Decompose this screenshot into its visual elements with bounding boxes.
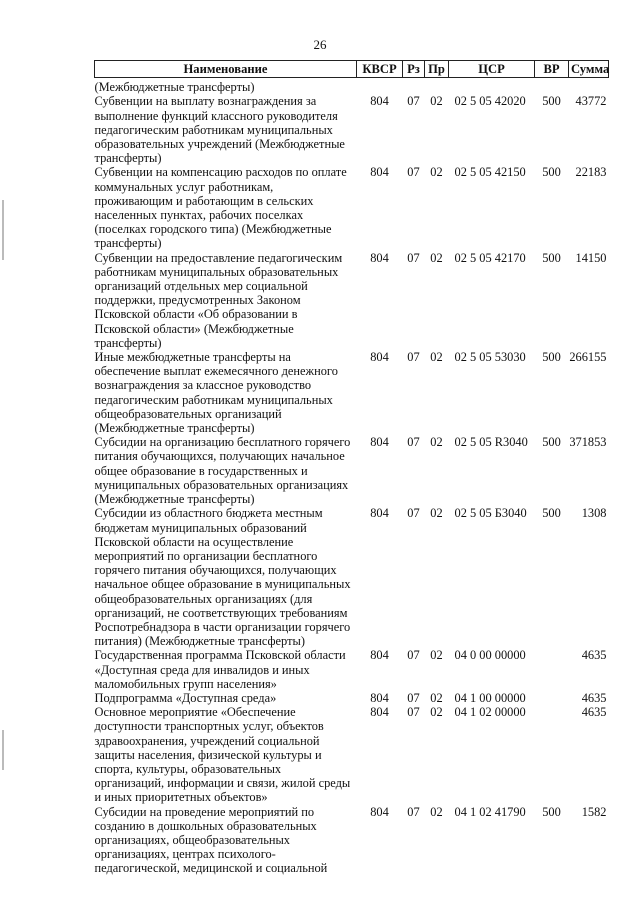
cell-csr: 02 5 05 42150 bbox=[454, 165, 526, 180]
cell-name: (Межбюджетные трансферты) bbox=[94, 80, 255, 95]
budget-table bbox=[94, 60, 609, 876]
header-pr: Пр bbox=[425, 61, 449, 78]
header-sum: Сумма bbox=[569, 61, 609, 78]
cell-kvsr: 804 bbox=[370, 165, 389, 180]
cell-sum: 1308 bbox=[581, 506, 607, 521]
cell-vr: 500 bbox=[542, 94, 561, 109]
table-row bbox=[95, 165, 609, 250]
cell-vr bbox=[535, 78, 569, 95]
cell-name: Основное мероприятие «Обеспечение доступности транспортных услуг, объектов здравоохранения, учреждений социальной защиты населения, физической культуры и спорта, культуры, образовательных организаций, информации и связи, жилой среды и иных приоритетных объектов» bbox=[94, 705, 351, 805]
table-row bbox=[95, 94, 609, 165]
cell-rz: 07 bbox=[407, 165, 420, 180]
cell-pr: 02 bbox=[430, 350, 443, 365]
cell-name: Субвенции на предоставление педагогическим работникам муниципальных образовательных организаций отдельных мер социальной поддержки, предусмотренных Законом Псковской области «Об образовании в Псковской области» (Межбюджетные трансферты) bbox=[94, 250, 343, 350]
cell-kvsr: 804 bbox=[370, 94, 389, 109]
cell-sum: 266155 bbox=[569, 350, 607, 365]
cell-sum: 22183 bbox=[575, 165, 607, 180]
cell-vr: 500 bbox=[542, 804, 561, 819]
cell-pr: 02 bbox=[430, 506, 443, 521]
cell-pr: 02 bbox=[430, 435, 443, 450]
cell-kvsr bbox=[357, 78, 403, 95]
cell-vr: 500 bbox=[542, 506, 561, 521]
cell-kvsr: 804 bbox=[370, 804, 389, 819]
scan-edge-mark bbox=[2, 200, 4, 260]
cell-name: Субвенции на компенсацию расходов по оплате коммунальных услуг работникам, проживающим и работающим в сельских населенных пунктах, рабочих поселках (поселках городского типа) (Межбюджетные трансферты) bbox=[94, 165, 347, 251]
cell-name: Иные межбюджетные трансферты на обеспечение выплат ежемесячного денежного вознаграждения за классное руководство педагогическим работникам муниципальных общеобразовательных организаций (Межбюджетные трансферты) bbox=[94, 350, 338, 436]
table-row bbox=[95, 350, 609, 435]
cell-rz: 07 bbox=[407, 804, 420, 819]
header-rz: Рз bbox=[403, 61, 425, 78]
table-row bbox=[95, 251, 609, 350]
cell-kvsr: 804 bbox=[370, 435, 389, 450]
cell-kvsr: 804 bbox=[370, 350, 389, 365]
cell-kvsr: 804 bbox=[370, 648, 389, 663]
table-row bbox=[95, 435, 609, 506]
table-row bbox=[95, 691, 609, 705]
header-name: Наименование bbox=[95, 61, 357, 78]
cell-csr: 02 5 05 Б3040 bbox=[454, 506, 527, 521]
table-row bbox=[95, 648, 609, 691]
cell-csr: 02 5 05 42170 bbox=[454, 250, 526, 265]
cell-kvsr: 804 bbox=[370, 690, 389, 705]
page-number: 26 bbox=[313, 37, 327, 52]
cell-sum: 4635 bbox=[581, 705, 607, 720]
cell-vr: 500 bbox=[542, 250, 561, 265]
cell-rz: 07 bbox=[407, 350, 420, 365]
cell-name: Субвенции на выплату вознаграждения за выполнение функций классного руководителя педагогическим работникам муниципальных образовательных учреждений (Межбюджетные трансферты) bbox=[94, 94, 345, 166]
table-row bbox=[95, 78, 609, 95]
table-row bbox=[95, 805, 609, 876]
cell-csr: 02 5 05 R3040 bbox=[454, 435, 528, 450]
header-csr: ЦСР bbox=[449, 61, 535, 78]
cell-csr: 04 1 00 00000 bbox=[454, 690, 526, 705]
table-header bbox=[95, 61, 609, 78]
cell-name: Субсидии из областного бюджета местным бюджетам муниципальных образований Псковской области на осуществление мероприятий по организации бесплатного горячего питания обучающихся, получающих начальное общее образование в муниципальных общеобразовательных организациях (для организаций, не соответствующих требованиям Роспотребнадзора в части организации горячего питания) (Межбюджетные трансферты) bbox=[94, 506, 351, 649]
scan-edge-mark bbox=[2, 730, 4, 770]
cell-rz: 07 bbox=[407, 690, 420, 705]
cell-name: Субсидии на проведение мероприятий по созданию в дошкольных образовательных организациях, общеобразовательных организациях, центрах психолого-педагогической, медицинской и социальной bbox=[94, 804, 328, 876]
cell-rz: 07 bbox=[407, 94, 420, 109]
cell-sum: 4635 bbox=[581, 690, 607, 705]
cell-kvsr: 804 bbox=[370, 705, 389, 720]
cell-name: Субсидии на организацию бесплатного горячего питания обучающихся, получающих начальное общее образование в государственных и муниципальных образовательных организациях (Межбюджетные трансферты) bbox=[94, 435, 351, 507]
cell-pr: 02 bbox=[430, 804, 443, 819]
cell-pr: 02 bbox=[430, 94, 443, 109]
cell-rz: 07 bbox=[407, 250, 420, 265]
cell-sum: 1582 bbox=[581, 804, 607, 819]
cell-csr: 04 0 00 00000 bbox=[454, 648, 526, 663]
cell-csr: 02 5 05 42020 bbox=[454, 94, 526, 109]
header-kvsr: КВСР bbox=[357, 61, 403, 78]
cell-rz: 07 bbox=[407, 435, 420, 450]
cell-kvsr: 804 bbox=[370, 250, 389, 265]
cell-pr: 02 bbox=[430, 648, 443, 663]
cell-sum: 4635 bbox=[581, 648, 607, 663]
cell-rz: 07 bbox=[407, 506, 420, 521]
cell-pr: 02 bbox=[430, 705, 443, 720]
table-row bbox=[95, 506, 609, 648]
cell-vr: 500 bbox=[542, 350, 561, 365]
cell-pr: 02 bbox=[430, 690, 443, 705]
cell-csr: 04 1 02 00000 bbox=[454, 705, 526, 720]
cell-vr: 500 bbox=[542, 435, 561, 450]
cell-vr bbox=[535, 648, 569, 691]
cell-sum: 14150 bbox=[575, 250, 607, 265]
header-vr: ВР bbox=[535, 61, 569, 78]
cell-csr: 02 5 05 53030 bbox=[454, 350, 526, 365]
cell-rz bbox=[403, 78, 425, 95]
cell-pr: 02 bbox=[430, 165, 443, 180]
cell-vr bbox=[535, 691, 569, 705]
cell-csr bbox=[449, 78, 535, 95]
cell-sum: 43772 bbox=[575, 94, 607, 109]
cell-sum: 371853 bbox=[569, 435, 607, 450]
cell-name: Подпрограмма «Доступная среда» bbox=[94, 690, 277, 705]
cell-pr bbox=[425, 78, 449, 95]
cell-sum bbox=[569, 78, 609, 95]
cell-pr: 02 bbox=[430, 250, 443, 265]
cell-name: Государственная программа Псковской области «Доступная среда для инвалидов и иных маломобильных групп населения» bbox=[94, 648, 346, 691]
cell-csr: 04 1 02 41790 bbox=[454, 804, 526, 819]
cell-kvsr: 804 bbox=[370, 506, 389, 521]
cell-vr bbox=[535, 705, 569, 804]
table-row bbox=[95, 705, 609, 804]
cell-rz: 07 bbox=[407, 648, 420, 663]
cell-vr: 500 bbox=[542, 165, 561, 180]
cell-rz: 07 bbox=[407, 705, 420, 720]
